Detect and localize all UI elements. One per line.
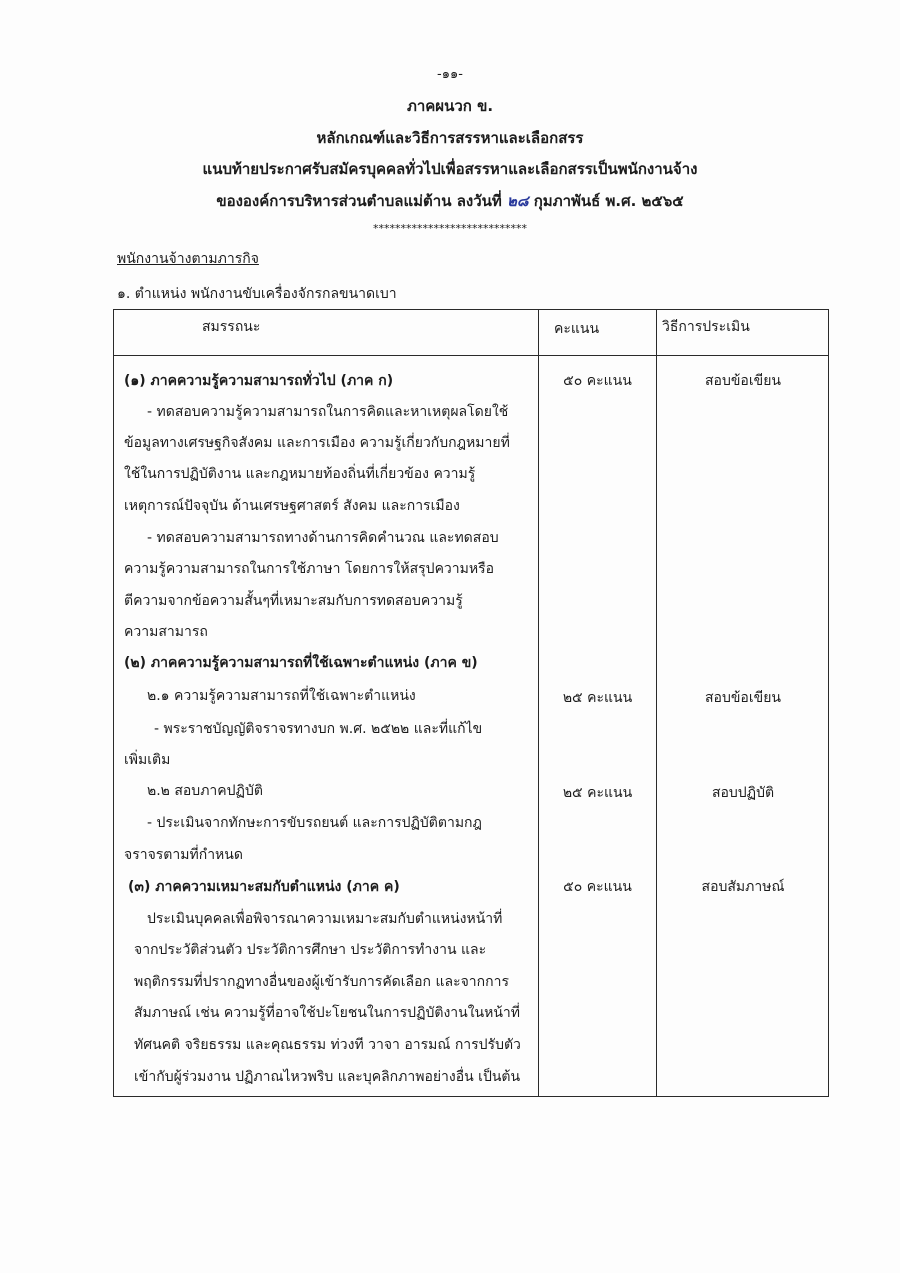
part3-line: จากประวัติส่วนตัว ประวัติการศึกษา ประวัติการทำงาน และ <box>134 942 487 958</box>
date-line-suffix: กุมภาพันธ์ พ.ศ. ๒๕๖๕ <box>533 192 684 210</box>
part3-method: สอบสัมภาษณ์ <box>701 879 785 895</box>
part3-score: ๕๐ คะแนน <box>563 879 632 895</box>
part2-sub1-line: เพิ่มเติม <box>124 752 171 768</box>
part1-line: เหตุการณ์ปัจจุบัน ด้านเศรษฐศาสตร์ สังคม และการเมือง <box>124 498 460 514</box>
part1-score: ๕๐ คะแนน <box>563 373 632 389</box>
part3-title: (๓) ภาคความเหมาะสมกับตำแหน่ง (ภาค ค) <box>128 879 400 895</box>
part3-line: สัมภาษณ์ เช่น ความรู้ที่อาจใช้ปะโยชนในการปฏิบัติงานในหน้าที่ <box>134 1005 521 1021</box>
part1-line: - ทดสอบความสามารถทางด้านการคิดคำนวณ และทดสอบ <box>147 530 499 546</box>
part1-line: ข้อมูลทางเศรษฐกิจสังคม และการเมือง ความรู้เกี่ยวกับกฎหมายที่ <box>124 435 510 451</box>
page-number: -๑๑- <box>437 67 463 82</box>
criteria-title: หลักเกณฑ์และวิธีการสรรหาและเลือกสรร <box>316 129 584 147</box>
announcement-title: แนบท้ายประกาศรับสมัครบุคคลทั่วไปเพื่อสรรหาและเลือกสรรเป็นพนักงานจ้าง <box>202 160 698 178</box>
part2-sub1-title: ๒.๑ ความรู้ความสามารถที่ใช้เฉพาะตำแหน่ง <box>147 688 416 704</box>
header-competency: สมรรถนะ <box>202 319 261 335</box>
part3-line: ทัศนคติ จริยธรรม และคุณธรรม ท่วงที วาจา อารมณ์ การปรับตัว <box>134 1037 521 1053</box>
annex-title: ภาคผนวก ข. <box>406 97 494 115</box>
part2-sub2-score: ๒๕ คะแนน <box>562 785 633 801</box>
part1-title: (๑) ภาคความรู้ความสามารถทั่วไป (ภาค ก) <box>124 373 394 389</box>
date-line-prefix: ขององค์การบริหารส่วนตำบลแม่ต้าน ลงวันที่ <box>216 192 502 210</box>
part1-line: ความสามารถ <box>124 624 208 640</box>
part1-line: ใช้ในการปฏิบัติงาน และกฎหมายท้องถิ่นที่เกี่ยวข้อง ความรู้ <box>124 466 476 482</box>
section-title: พนักงานจ้างตามภารกิจ <box>117 251 259 267</box>
part3-line: ประเมินบุคคลเพื่อพิจารณาความเหมาะสมกับตำแหน่งหน้าที่ <box>147 911 503 927</box>
star-separator: **************************** <box>373 222 527 235</box>
part2-sub2-method: สอบปฏิบัติ <box>711 785 775 801</box>
part2-sub1-score: ๒๕ คะแนน <box>562 690 633 706</box>
header-score: คะแนน <box>554 321 600 337</box>
handwritten-day: ๒๘ <box>507 192 529 210</box>
header-method: วิธีการประเมิน <box>662 319 750 335</box>
part1-line: - ทดสอบความรู้ความสามารถในการคิดและหาเหตุผลโดยใช้ <box>147 404 509 420</box>
position-line: ๑. ตำแหน่ง พนักงานขับเครื่องจักรกลขนาดเบา <box>117 286 397 302</box>
part2-sub2-line: จราจรตามที่กำหนด <box>124 847 243 863</box>
header-divider <box>114 355 828 356</box>
part1-method: สอบข้อเขียน <box>705 373 781 389</box>
part2-title: (๒) ภาคความรู้ความสามารถที่ใช้เฉพาะตำแหน่ง (ภาค ข) <box>124 655 478 671</box>
part2-sub1-method: สอบข้อเขียน <box>705 690 781 706</box>
part3-line: เข้ากับผู้ร่วมงาน ปฏิภาณไหวพริบ และบุคลิกภาพอย่างอื่น เป็นต้น <box>134 1069 521 1085</box>
part1-line: ความรู้ความสามารถในการใช้ภาษา โดยการให้สรุปความหรือ <box>124 561 495 577</box>
part3-line: พฤติกรรมที่ปรากฏทางอื่นของผู้เข้ารับการคัดเลือก และจากการ <box>134 974 509 990</box>
part2-sub1-line: - พระราชบัญญัติจราจรทางบก พ.ศ. ๒๕๒๒ และที่แก้ไข <box>154 721 483 737</box>
part2-sub2-line: - ประเมินจากทักษะการขับรถยนต์ และการปฏิบัติตามกฎ <box>147 815 482 831</box>
part2-sub2-title: ๒.๒ สอบภาคปฏิบัติ <box>147 783 263 799</box>
date-line <box>0 189 900 213</box>
competency-table <box>113 309 829 1097</box>
part1-line: ตีความจากข้อความสั้นๆที่เหมาะสมกับการทดสอบความรู้ <box>124 593 463 609</box>
